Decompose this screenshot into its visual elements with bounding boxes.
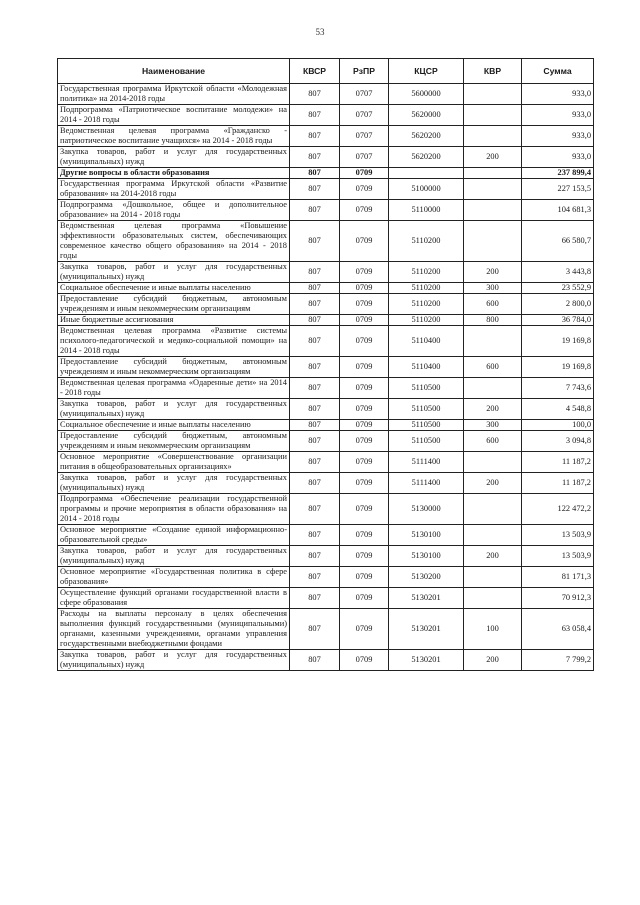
cell-kvr <box>464 588 522 609</box>
cell-sum: 11 187,2 <box>522 473 594 494</box>
cell-name: Социальное обеспечение и иные выплаты населению <box>58 283 290 294</box>
cell-name: Основное мероприятие «Государственная политика в сфере образования» <box>58 567 290 588</box>
cell-kvr: 300 <box>464 420 522 431</box>
cell-rzpr: 0709 <box>340 494 389 525</box>
cell-kcsr: 5130100 <box>389 525 464 546</box>
cell-sum: 933,0 <box>522 84 594 105</box>
cell-kvr <box>464 200 522 221</box>
cell-sum: 36 784,0 <box>522 315 594 326</box>
cell-kvsr: 807 <box>290 567 340 588</box>
cell-name: Закупка товаров, работ и услуг для государственных (муниципальных) нужд <box>58 546 290 567</box>
cell-kvsr: 807 <box>290 588 340 609</box>
cell-sum: 3 443,8 <box>522 262 594 283</box>
cell-kcsr: 5110400 <box>389 357 464 378</box>
cell-kvr: 100 <box>464 609 522 650</box>
table-row <box>58 357 594 378</box>
cell-kcsr: 5620200 <box>389 147 464 168</box>
header-kvsr: КВСР <box>290 59 340 84</box>
cell-name: Предоставление субсидий бюджетным, автономным учреждениям и иным некоммерческим организациям <box>58 357 290 378</box>
cell-kvsr: 807 <box>290 126 340 147</box>
cell-kvr: 200 <box>464 473 522 494</box>
cell-kvsr: 807 <box>290 473 340 494</box>
cell-name: Расходы на выплаты персоналу в целях обеспечения выполнения функций государственными (муниципальными) органами, казенными учреждениями, органами управления государственными внебюджетными фондами <box>58 609 290 650</box>
cell-kvsr: 807 <box>290 283 340 294</box>
cell-name: Закупка товаров, работ и услуг для государственных (муниципальных) нужд <box>58 147 290 168</box>
cell-rzpr: 0709 <box>340 452 389 473</box>
cell-kvsr: 807 <box>290 147 340 168</box>
cell-kcsr: 5600000 <box>389 84 464 105</box>
cell-sum: 66 580,7 <box>522 221 594 262</box>
cell-kvr: 200 <box>464 399 522 420</box>
cell-rzpr: 0707 <box>340 126 389 147</box>
cell-rzpr: 0709 <box>340 650 389 671</box>
cell-kvr: 200 <box>464 546 522 567</box>
cell-sum: 3 094,8 <box>522 431 594 452</box>
table-row <box>58 200 594 221</box>
cell-kvsr: 807 <box>290 399 340 420</box>
table-row <box>58 179 594 200</box>
cell-sum: 63 058,4 <box>522 609 594 650</box>
cell-rzpr: 0709 <box>340 221 389 262</box>
cell-rzpr: 0709 <box>340 357 389 378</box>
table-row <box>58 294 594 315</box>
table-row <box>58 420 594 431</box>
cell-kcsr: 5110200 <box>389 283 464 294</box>
cell-kvsr: 807 <box>290 546 340 567</box>
budget-table <box>57 58 594 671</box>
cell-kvr: 200 <box>464 262 522 283</box>
table-row <box>58 588 594 609</box>
cell-rzpr: 0709 <box>340 200 389 221</box>
cell-kvsr: 807 <box>290 650 340 671</box>
cell-name: Государственная программа Иркутской области «Молодежная политика» на 2014-2018 годы <box>58 84 290 105</box>
cell-sum: 13 503,9 <box>522 546 594 567</box>
cell-sum: 933,0 <box>522 105 594 126</box>
cell-kvr <box>464 105 522 126</box>
cell-kvr <box>464 326 522 357</box>
cell-sum: 104 681,3 <box>522 200 594 221</box>
table-row <box>58 431 594 452</box>
cell-kcsr: 5130201 <box>389 588 464 609</box>
cell-kcsr: 5620200 <box>389 126 464 147</box>
table-row <box>58 473 594 494</box>
cell-kvr <box>464 525 522 546</box>
cell-rzpr: 0707 <box>340 105 389 126</box>
cell-name: Закупка товаров, работ и услуг для государственных (муниципальных) нужд <box>58 399 290 420</box>
cell-kcsr: 5100000 <box>389 179 464 200</box>
cell-kvsr: 807 <box>290 315 340 326</box>
cell-kcsr: 5110500 <box>389 420 464 431</box>
cell-kvr: 800 <box>464 315 522 326</box>
cell-name: Ведомственная целевая программа «Повышение эффективности образовательных систем, обеспечивающих современное качество общего образования» на 2014 - 2018 годы <box>58 221 290 262</box>
header-kcsr: КЦСР <box>389 59 464 84</box>
cell-kvsr: 807 <box>290 420 340 431</box>
cell-name: Основное мероприятие «Создание единой информационно-образовательной среды» <box>58 525 290 546</box>
cell-sum: 7 743,6 <box>522 378 594 399</box>
header-rzpr: РзПР <box>340 59 389 84</box>
cell-kvr: 600 <box>464 431 522 452</box>
cell-name: Другие вопросы в области образования <box>58 168 290 179</box>
cell-rzpr: 0709 <box>340 546 389 567</box>
cell-rzpr: 0709 <box>340 326 389 357</box>
table-row <box>58 609 594 650</box>
table-header-row <box>58 59 594 84</box>
header-name: Наименование <box>58 59 290 84</box>
cell-sum: 237 899,4 <box>522 168 594 179</box>
cell-kvsr: 807 <box>290 378 340 399</box>
cell-kcsr: 5620000 <box>389 105 464 126</box>
cell-kcsr: 5130201 <box>389 609 464 650</box>
cell-sum: 122 472,2 <box>522 494 594 525</box>
table-row <box>58 283 594 294</box>
cell-kvr: 200 <box>464 147 522 168</box>
cell-kvr <box>464 494 522 525</box>
cell-name: Ведомственная целевая программа «Одаренные дети» на 2014 - 2018 годы <box>58 378 290 399</box>
table-row <box>58 84 594 105</box>
table-row <box>58 168 594 179</box>
cell-kvsr: 807 <box>290 179 340 200</box>
cell-name: Подпрограмма «Дошкольное, общее и дополнительное образование» на 2014 - 2018 годы <box>58 200 290 221</box>
cell-sum: 227 153,5 <box>522 179 594 200</box>
cell-kvsr: 807 <box>290 221 340 262</box>
cell-kvr <box>464 179 522 200</box>
cell-rzpr: 0709 <box>340 525 389 546</box>
cell-sum: 933,0 <box>522 126 594 147</box>
cell-kvsr: 807 <box>290 200 340 221</box>
cell-sum: 11 187,2 <box>522 452 594 473</box>
cell-sum: 19 169,8 <box>522 326 594 357</box>
cell-rzpr: 0707 <box>340 84 389 105</box>
cell-sum: 100,0 <box>522 420 594 431</box>
cell-rzpr: 0709 <box>340 420 389 431</box>
cell-rzpr: 0709 <box>340 179 389 200</box>
cell-kvsr: 807 <box>290 609 340 650</box>
table-row <box>58 546 594 567</box>
cell-rzpr: 0709 <box>340 378 389 399</box>
cell-rzpr: 0709 <box>340 283 389 294</box>
table-row <box>58 221 594 262</box>
cell-rzpr: 0709 <box>340 588 389 609</box>
cell-kcsr: 5110400 <box>389 326 464 357</box>
cell-kcsr: 5110000 <box>389 200 464 221</box>
table-row <box>58 399 594 420</box>
cell-kvsr: 807 <box>290 431 340 452</box>
table-row <box>58 326 594 357</box>
cell-name: Социальное обеспечение и иные выплаты населению <box>58 420 290 431</box>
cell-kvsr: 807 <box>290 105 340 126</box>
cell-kvsr: 807 <box>290 357 340 378</box>
table-row <box>58 567 594 588</box>
cell-name: Предоставление субсидий бюджетным, автономным учреждениям и иным некоммерческим организациям <box>58 294 290 315</box>
cell-rzpr: 0709 <box>340 399 389 420</box>
cell-kvr <box>464 378 522 399</box>
cell-rzpr: 0709 <box>340 294 389 315</box>
cell-kcsr <box>389 168 464 179</box>
cell-kcsr: 5110500 <box>389 399 464 420</box>
cell-kcsr: 5110200 <box>389 294 464 315</box>
cell-sum: 7 799,2 <box>522 650 594 671</box>
cell-kcsr: 5111400 <box>389 473 464 494</box>
cell-rzpr: 0709 <box>340 431 389 452</box>
cell-sum: 2 800,0 <box>522 294 594 315</box>
cell-rzpr: 0709 <box>340 609 389 650</box>
cell-name: Закупка товаров, работ и услуг для государственных (муниципальных) нужд <box>58 650 290 671</box>
table-row <box>58 126 594 147</box>
cell-kcsr: 5111400 <box>389 452 464 473</box>
cell-kvr <box>464 84 522 105</box>
cell-rzpr: 0707 <box>340 147 389 168</box>
cell-kcsr: 5110500 <box>389 378 464 399</box>
page-number: 53 <box>315 27 325 37</box>
cell-rzpr: 0709 <box>340 473 389 494</box>
cell-kvr: 600 <box>464 357 522 378</box>
table-row <box>58 650 594 671</box>
table-row <box>58 378 594 399</box>
cell-kvsr: 807 <box>290 494 340 525</box>
cell-name: Иные бюджетные ассигнования <box>58 315 290 326</box>
cell-kvr <box>464 221 522 262</box>
cell-kvsr: 807 <box>290 168 340 179</box>
cell-kvsr: 807 <box>290 84 340 105</box>
cell-name: Ведомственная целевая программа «Развитие системы психолого-педагогической и медико-социальной помощи» на 2014 - 2018 годы <box>58 326 290 357</box>
cell-rzpr: 0709 <box>340 168 389 179</box>
cell-kvr: 300 <box>464 283 522 294</box>
cell-kvr <box>464 126 522 147</box>
cell-sum: 19 169,8 <box>522 357 594 378</box>
table-row <box>58 452 594 473</box>
cell-kcsr: 5130201 <box>389 650 464 671</box>
cell-kcsr: 5130100 <box>389 546 464 567</box>
cell-kvsr: 807 <box>290 525 340 546</box>
table-row <box>58 262 594 283</box>
cell-sum: 933,0 <box>522 147 594 168</box>
cell-kvsr: 807 <box>290 326 340 357</box>
cell-name: Ведомственная целевая программа «Гражданско - патриотическое воспитание учащихся» на 2014 - 2018 годы <box>58 126 290 147</box>
cell-name: Закупка товаров, работ и услуг для государственных (муниципальных) нужд <box>58 473 290 494</box>
cell-kvr <box>464 452 522 473</box>
cell-name: Подпрограмма «Обеспечение реализации государственной программы и прочие мероприятия в области образования» на 2014 - 2018 годы <box>58 494 290 525</box>
cell-kcsr: 5110200 <box>389 262 464 283</box>
table-row <box>58 147 594 168</box>
cell-rzpr: 0709 <box>340 315 389 326</box>
table-row <box>58 315 594 326</box>
cell-kvr: 200 <box>464 650 522 671</box>
cell-kcsr: 5130200 <box>389 567 464 588</box>
cell-name: Осуществление функций органами государственной власти в сфере образования <box>58 588 290 609</box>
cell-rzpr: 0709 <box>340 262 389 283</box>
cell-name: Основное мероприятие «Совершенствование организации питания в общеобразовательных организациях» <box>58 452 290 473</box>
cell-name: Подпрограмма «Патриотическое воспитание молодежи» на 2014 - 2018 годы <box>58 105 290 126</box>
cell-kvr: 600 <box>464 294 522 315</box>
table-row <box>58 105 594 126</box>
cell-kvr <box>464 567 522 588</box>
cell-rzpr: 0709 <box>340 567 389 588</box>
cell-kvsr: 807 <box>290 262 340 283</box>
cell-name: Закупка товаров, работ и услуг для государственных (муниципальных) нужд <box>58 262 290 283</box>
table-row <box>58 525 594 546</box>
cell-sum: 4 548,8 <box>522 399 594 420</box>
cell-sum: 13 503,9 <box>522 525 594 546</box>
cell-kcsr: 5130000 <box>389 494 464 525</box>
cell-kcsr: 5110200 <box>389 315 464 326</box>
header-kvr: КВР <box>464 59 522 84</box>
cell-name: Государственная программа Иркутской области «Развитие образования» на 2014-2018 годы <box>58 179 290 200</box>
cell-name: Предоставление субсидий бюджетным, автономным учреждениям и иным некоммерческим организациям <box>58 431 290 452</box>
cell-sum: 70 912,3 <box>522 588 594 609</box>
cell-sum: 23 552,9 <box>522 283 594 294</box>
table-row <box>58 494 594 525</box>
cell-sum: 81 171,3 <box>522 567 594 588</box>
cell-kcsr: 5110200 <box>389 221 464 262</box>
cell-kcsr: 5110500 <box>389 431 464 452</box>
cell-kvr <box>464 168 522 179</box>
cell-kvsr: 807 <box>290 452 340 473</box>
header-sum: Сумма <box>522 59 594 84</box>
cell-kvsr: 807 <box>290 294 340 315</box>
